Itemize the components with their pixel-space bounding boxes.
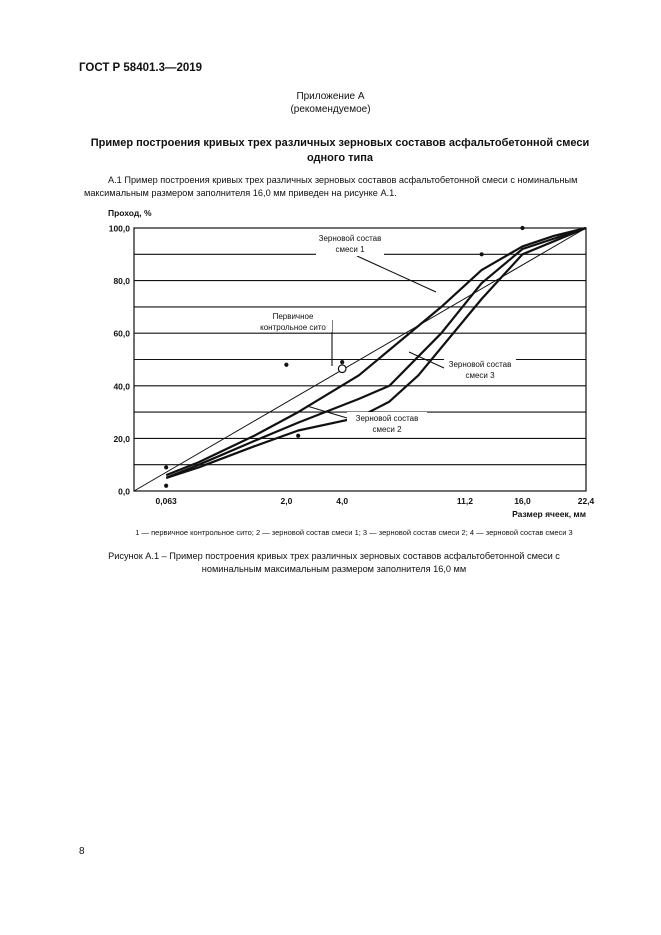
y-tick-label: 20,0	[113, 433, 130, 444]
page-number: 8	[79, 846, 85, 857]
section-heading: Пример построения кривых трех различных зерновых составов асфальтобетонной смеси одного типа	[90, 137, 590, 164]
x-axis-title: Размер ячеек, мм	[512, 509, 586, 519]
annotation-label: Зерновой состав	[355, 414, 419, 423]
y-tick-label: 80,0	[113, 276, 130, 287]
y-axis-title: Проход, %	[108, 208, 152, 218]
annotation-label: Первичное	[272, 312, 314, 321]
y-tick-label: 40,0	[113, 381, 130, 392]
standard-code: ГОСТ Р 58401.3—2019	[79, 62, 203, 74]
y-tick-label: 60,0	[113, 328, 130, 339]
annex-subtitle: (рекомендуемое)	[290, 104, 371, 115]
x-tick-label: 4,0	[336, 496, 349, 506]
x-tick-label: 0,063	[155, 496, 177, 506]
x-tick-label: 11,2	[456, 496, 473, 506]
annotation-leader	[357, 256, 436, 292]
figure-legend: 1 — первичное контрольное сито; 2 — зерновой состав смеси 1; 3 — зерновой состав смеси 2; 4 — зерновой состав смеси 3	[135, 528, 573, 537]
annotation-label: Зерновой состав	[448, 360, 512, 369]
annotation-label: смеси 3	[465, 371, 495, 380]
control-point	[164, 484, 168, 488]
y-tick-label: 100,0	[108, 223, 130, 234]
figure-caption: Рисунок А.1 – Пример построения кривых трех различных зерновых составов асфальтобетонной смеси с номинальным максимальным размером заполнителя 16,0 мм	[108, 551, 560, 574]
control-point	[296, 434, 300, 438]
control-point	[284, 363, 288, 367]
x-tick-label: 22,4	[577, 496, 595, 506]
annex-title: Приложение А	[296, 91, 365, 102]
primary-control-sieve-marker	[338, 365, 346, 373]
annotation-label: смеси 2	[372, 425, 402, 434]
control-point	[340, 360, 344, 364]
annotation-label: Зерновой состав	[318, 234, 382, 243]
series-line-3	[166, 228, 586, 478]
x-tick-label: 2,0	[280, 496, 293, 506]
control-point	[520, 226, 524, 230]
x-tick-label: 16,0	[514, 496, 531, 506]
annotation-label: контрольное сито	[260, 323, 326, 332]
annotation-label: смеси 1	[335, 245, 365, 254]
intro-paragraph: А.1 Пример построения кривых трех различных зерновых составов асфальтобетонной смеси с номинальным максимальным размером заполнителя 16,0 мм приведен на рисунке А.1.	[84, 175, 578, 198]
y-tick-label: 0,0	[118, 486, 130, 497]
points-layer	[164, 226, 525, 488]
series-line-2	[166, 228, 586, 478]
control-point	[480, 252, 484, 256]
control-point	[164, 465, 168, 469]
